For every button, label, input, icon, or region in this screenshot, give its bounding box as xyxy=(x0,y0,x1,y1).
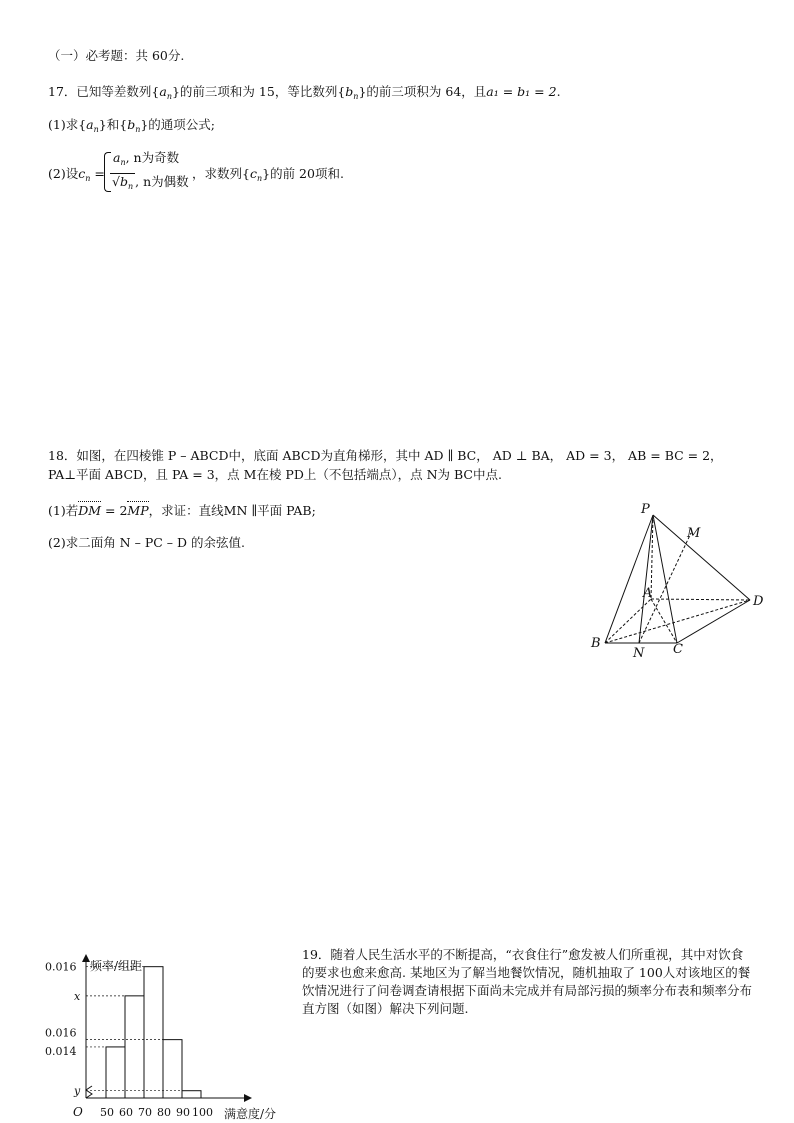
x-tick-label-100: 100 xyxy=(192,1106,213,1119)
case2-tail: , n为偶数 xyxy=(135,174,189,189)
histogram-chart xyxy=(40,950,302,1120)
q17-b-var: b xyxy=(345,84,354,99)
label-a: A xyxy=(643,586,653,601)
label-p: P xyxy=(641,502,650,517)
q17-part1-b-var: b xyxy=(127,117,136,132)
edge-pd xyxy=(653,515,750,600)
label-b: B xyxy=(591,636,601,651)
q17-part1-b-sub: n xyxy=(135,125,141,134)
vector-dm: DM xyxy=(78,503,102,518)
histogram-bar-70-80 xyxy=(144,967,163,1098)
x-tick-label-70: 70 xyxy=(138,1106,152,1119)
piecewise-case-1 xyxy=(113,150,179,171)
sqrt-symbol: $√b_n$ xyxy=(112,174,134,191)
case2-var: b xyxy=(119,174,128,189)
case1-sub: n xyxy=(120,158,126,167)
x-axis-label: 满意度/分 xyxy=(224,1107,277,1120)
edge-ba xyxy=(605,599,651,643)
q19-text: 19．随着人民生活水平的不断提高，“衣食住行”愈发被人们所重视，其中对饮食的要求也愈来愈高. 某地区为了解当地餐饮情况，随机抽取了 100人对该地区的餐饮情况进行了问卷调查请根据下面尚未完成并有局部污损的频率分布表和频率分布直方图（如图）解决下列问题. xyxy=(302,947,753,1016)
y-tick-label-3: 0.014 xyxy=(45,1044,77,1058)
q17-stem-c: }的前三项积为 64，且 xyxy=(358,84,487,99)
q17-part1 xyxy=(48,117,215,138)
axis-break-mark xyxy=(86,1086,92,1098)
q17-part1-a-sub: n xyxy=(93,125,99,134)
histogram-bar-50-60 xyxy=(106,1047,125,1098)
q17-stem xyxy=(48,84,561,105)
q18-part1 xyxy=(48,503,316,519)
q18-part1-b: ，求证：直线MN ∥平面 PAB; xyxy=(148,503,316,518)
q17-part2-c-var: c xyxy=(249,166,257,181)
case1-var: a xyxy=(113,150,121,165)
histogram-bar-90-100 xyxy=(182,1091,201,1098)
q18-part1-a: (1)若 xyxy=(48,503,79,518)
q17-b-sub: n xyxy=(353,92,359,101)
y-tick-label-1: x xyxy=(74,989,81,1003)
q17-part1-a-var: a xyxy=(86,117,94,132)
q17-part2-b: ，求数列{ xyxy=(192,166,250,181)
x-tick-label-50: 50 xyxy=(100,1106,114,1119)
pyramid-figure xyxy=(585,495,770,660)
q18-line-2: PA⊥平面 ABCD，且 PA = 3，点 M在棱 PD上（不包括端点），点 N为 BC中点. xyxy=(48,467,502,482)
q18-line-1: 18．如图，在四棱锥 P – ABCD中，底面 ABCD为直角梯形，其中 AD ∥ BC， AD ⊥ BA， AD = 3， AB = BC = 2， xyxy=(48,448,723,463)
q17-part1-c: }的通项公式; xyxy=(140,117,216,132)
q17-part1-a: (1)求{ xyxy=(48,117,87,132)
y-tick-label-4: y xyxy=(74,1084,81,1098)
q18-part2: (2)求二面角 N – PC – D 的余弦值. xyxy=(48,535,245,550)
y-axis-label: 频率/组距 xyxy=(90,959,143,973)
q17-c-var: c xyxy=(78,166,86,181)
q17-stem-a: 已知等差数列{ xyxy=(76,84,160,99)
q17-part2-c: }的前 20项和. xyxy=(262,166,344,181)
q17-eq: = xyxy=(90,166,105,181)
origin-label: O xyxy=(73,1105,83,1119)
edge-pc xyxy=(653,515,677,643)
histogram-bar-60-70 xyxy=(125,996,144,1098)
x-tick-label-90: 90 xyxy=(176,1106,190,1119)
q17-stem-b: }的前三项和为 15，等比数列{ xyxy=(171,84,346,99)
q17-number: 17． xyxy=(48,84,77,99)
q17-a-var: a xyxy=(159,84,167,99)
histogram-bar-80-90 xyxy=(163,1040,182,1098)
q17-stem-end: . xyxy=(556,84,561,99)
label-c: C xyxy=(673,642,683,657)
label-n: N xyxy=(633,646,645,660)
label-d: D xyxy=(753,594,764,609)
q17-c-sub: n xyxy=(85,174,91,183)
case1-tail: , n为奇数 xyxy=(125,150,180,165)
x-tick-label-60: 60 xyxy=(119,1106,133,1119)
piecewise-case-2 xyxy=(110,174,189,195)
q17-a-sub: n xyxy=(166,92,172,101)
q17-condition: a₁ = b₁ = 2 xyxy=(486,84,557,99)
q17-part1-b: }和{ xyxy=(98,117,128,132)
section-header: （一）必考题：共 60分. xyxy=(48,48,185,63)
edge-cd xyxy=(677,600,750,643)
x-tick-label-80: 80 xyxy=(157,1106,171,1119)
y-tick-label-0: 0.016 xyxy=(45,960,77,974)
vector-mp: MP xyxy=(127,503,149,518)
edge-ad xyxy=(651,599,750,600)
q17-part2-a: (2)设 xyxy=(48,166,79,181)
y-tick-label-2: 0.016 xyxy=(45,1026,77,1040)
q17-part2-c-sub: n xyxy=(256,174,263,183)
label-m: M xyxy=(687,526,701,541)
case2-sub: n xyxy=(127,182,134,191)
edge-bd xyxy=(605,600,750,643)
q18-part1-eq: = 2 xyxy=(101,503,128,518)
